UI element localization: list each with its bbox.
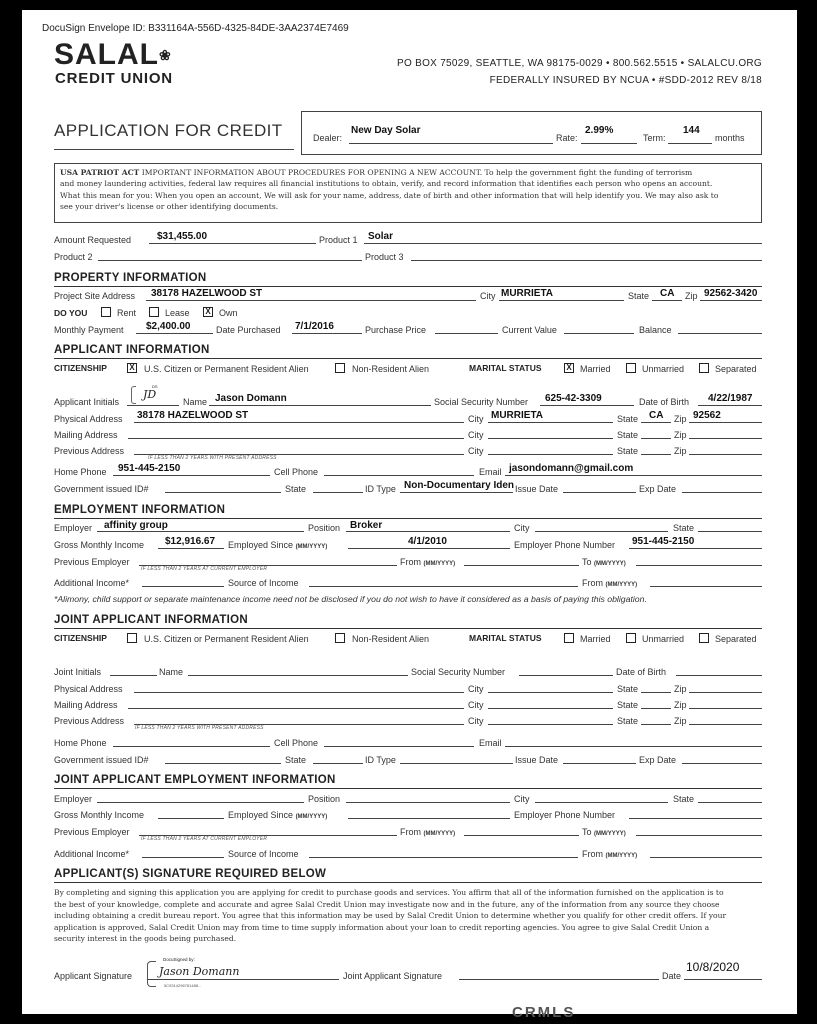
prev-zip-label: Zip — [674, 446, 687, 456]
joint-cell-label: Cell Phone — [274, 738, 319, 748]
salal-logo: SALAL❀ — [54, 38, 172, 71]
joint-govid-label: Government issued ID# — [54, 755, 149, 765]
joint-us-citizen-label: U.S. Citizen or Permanent Resident Alien — [144, 634, 309, 644]
joint-emp-phone-field[interactable] — [629, 818, 762, 819]
position-field[interactable]: Broker — [350, 520, 383, 531]
initials-label: Applicant Initials — [54, 397, 120, 407]
signature-heading: APPLICANT(S) SIGNATURE REQUIRED BELOW — [54, 868, 327, 880]
joint-dob-label: Date of Birth — [616, 667, 667, 677]
joint-zip-field[interactable] — [689, 692, 762, 693]
employer-phone-field[interactable]: 951-445-2150 — [632, 536, 695, 547]
joint-name-label: Name — [159, 667, 184, 677]
do-you-label: DO YOU — [54, 308, 88, 318]
joint-citizenship-label: CITIZENSHIP — [54, 633, 107, 643]
joint-addl-income-field[interactable] — [142, 857, 224, 858]
ssn-label: Social Security Number — [434, 397, 529, 407]
joint-mail-city-label: City — [468, 700, 484, 710]
joint-emp-phone-label: Employer Phone Number — [514, 810, 616, 820]
income-footnote: *Alimony, child support or separate maintenance income need not be disclosed if you do not wish to have it considered as a basis of paying this obligation. — [54, 594, 647, 604]
title-underline — [54, 149, 294, 150]
prev-state-label: State — [617, 446, 639, 456]
employed-since-label: Employed Since (MM/YYYY) — [228, 540, 328, 550]
joint-source-field[interactable] — [309, 857, 578, 858]
joint-prev-from-field[interactable] — [464, 835, 579, 836]
joint-idtype-field[interactable] — [400, 763, 513, 764]
joint-mail-zip-field[interactable] — [689, 708, 762, 709]
mailing-address-field[interactable] — [128, 438, 464, 439]
joint-mail-city-field[interactable] — [488, 708, 613, 709]
joint-emp-state-field[interactable] — [698, 802, 762, 803]
employment-heading: EMPLOYMENT INFORMATION — [54, 504, 226, 516]
signature-id: 5C9314296781488... — [164, 983, 202, 988]
joint-state-field[interactable] — [641, 692, 671, 693]
date-purchased-field[interactable]: 7/1/2016 — [295, 321, 334, 332]
joint-addl-from-label: From (MM/YYYY) — [582, 849, 638, 859]
current-value-label: Current Value — [502, 325, 557, 335]
product2-label: Product 2 — [54, 252, 93, 262]
joint-unmarried-checkbox[interactable] — [626, 633, 636, 643]
joint-email-field[interactable] — [505, 746, 762, 747]
rent-checkbox[interactable] — [101, 307, 111, 317]
joint-prev-from-label: From (MM/YYYY) — [400, 827, 456, 837]
joint-non-resident-checkbox[interactable] — [335, 633, 345, 643]
mail-city-field[interactable] — [488, 438, 613, 439]
joint-income-label: Gross Monthly Income — [54, 810, 145, 820]
dealer-label: Dealer: — [313, 133, 343, 143]
addl-from-label: From (MM/YYYY) — [582, 578, 638, 588]
joint-emp-state-label: State — [673, 794, 695, 804]
joint-initials-field[interactable] — [110, 675, 157, 676]
prop-zip-field[interactable]: 92562-3420 — [704, 288, 758, 299]
joint-separated-label: Separated — [715, 634, 757, 644]
app-zip-label: Zip — [674, 414, 687, 424]
mailing-address-label: Mailing Address — [54, 430, 118, 440]
joint-emp-city-label: City — [514, 794, 530, 804]
balance-field[interactable] — [678, 333, 762, 334]
issue-date-label: Issue Date — [515, 484, 559, 494]
marital-status-label: MARITAL STATUS — [469, 363, 542, 373]
physical-address-field[interactable]: 38178 HAZELWOOD ST — [137, 410, 249, 421]
app-city-field[interactable]: MURRIETA — [491, 410, 544, 421]
own-label: Own — [219, 308, 238, 318]
gov-id-label: Government issued ID# — [54, 484, 149, 494]
amount-field[interactable]: $31,455.00 — [157, 231, 208, 242]
joint-mail-state-label: State — [617, 700, 639, 710]
joint-state-label: State — [617, 684, 639, 694]
joint-us-citizen-checkbox[interactable] — [127, 633, 137, 643]
joint-mailing-label: Mailing Address — [54, 700, 118, 710]
product1-label: Product 1 — [319, 235, 358, 245]
separated-label: Separated — [715, 364, 757, 374]
joint-position-label: Position — [308, 794, 341, 804]
emp-city-label: City — [514, 523, 530, 533]
joint-married-label: Married — [580, 634, 611, 644]
purchase-price-field[interactable] — [435, 333, 498, 334]
prop-city-field[interactable]: MURRIETA — [501, 288, 554, 299]
id-state-field[interactable] — [313, 492, 363, 493]
term-field[interactable]: 144 — [683, 125, 700, 136]
joint-previous-label: Previous Address — [54, 716, 125, 726]
joint-zip-label: Zip — [674, 684, 687, 694]
addl-from-field[interactable] — [650, 586, 762, 587]
mail-state-label: State — [617, 430, 639, 440]
emp-city-field[interactable] — [535, 531, 668, 532]
joint-issue-field[interactable] — [563, 763, 636, 764]
app-state-field[interactable]: CA — [649, 410, 664, 421]
prev-city-field[interactable] — [488, 454, 613, 455]
joint-cell-field[interactable] — [324, 746, 474, 747]
applicant-signature[interactable] — [147, 955, 242, 991]
joint-addl-income-label: Additional Income* — [54, 849, 130, 859]
joint-name-field[interactable] — [188, 675, 408, 676]
name-field[interactable]: Jason Domann — [215, 393, 287, 404]
app-city-label: City — [468, 414, 484, 424]
dealer-field[interactable]: New Day Solar — [351, 125, 421, 136]
product1-field[interactable]: Solar — [368, 231, 394, 242]
joint-govid-field[interactable] — [165, 763, 281, 764]
applicant-signature-label: Applicant Signature — [54, 971, 133, 981]
joint-idtype-label: ID Type — [365, 755, 396, 765]
issue-date-field[interactable] — [563, 492, 636, 493]
initials-stamp[interactable]: DS JD — [131, 384, 157, 406]
unmarried-checkbox[interactable] — [626, 363, 636, 373]
joint-marital-label: MARITAL STATUS — [469, 633, 542, 643]
joint-dob-field[interactable] — [676, 675, 762, 676]
joint-signature-label: Joint Applicant Signature — [343, 971, 443, 981]
app-state-label: State — [617, 414, 639, 424]
employer-label: Employer — [54, 523, 93, 533]
joint-income-field[interactable] — [158, 818, 224, 819]
dealer-box — [301, 111, 762, 155]
signature-disclosure: By completing and signing this application you are applying for credit to purchase goods and services. You affirm that all of the information furnished on the application is to the best of your knowledge, complete and accurate and agree Salal Credit Union may investigate now and in the future, any of the information from any source they choose including obtaining a credit bureau report. You agree that this information may be used by Salal Credit Union to determine whether you qualify for other credit offers. If your application is approved, Salal Credit Union may from time to time supply information about your loan to credit reporting agencies. You agree to give Salal Credit Union a security interest in the goods being purchased. — [54, 888, 727, 943]
prev-to-label: To (MM/YYYY) — [582, 557, 626, 567]
cell-phone-label: Cell Phone — [274, 467, 319, 477]
joint-non-resident-label: Non-Resident Alien — [352, 634, 430, 644]
mail-zip-field[interactable] — [689, 438, 762, 439]
contact-line-1: PO BOX 75029, SEATTLE, WA 98175-0029 • 800.562.5515 • SALALCU.ORG — [396, 58, 762, 69]
married-label: Married — [580, 364, 611, 374]
current-value-field[interactable] — [564, 333, 634, 334]
joint-prev-to-field[interactable] — [636, 835, 762, 836]
joint-heading: JOINT APPLICANT INFORMATION — [54, 614, 249, 626]
property-heading: PROPERTY INFORMATION — [54, 272, 207, 284]
prev-state-field[interactable] — [641, 454, 671, 455]
sig-date-label: Date — [662, 971, 682, 981]
joint-employer-label: Employer — [54, 794, 93, 804]
cell-phone-field[interactable] — [324, 475, 474, 476]
prev-from-field[interactable] — [464, 565, 579, 566]
envelope-id: DocuSign Envelope ID: B331164A-556D-4325-84DE-3AA2374E7469 — [42, 23, 349, 34]
joint-prev-zip-label: Zip — [674, 716, 687, 726]
gross-income-field[interactable]: $12,916.67 — [165, 536, 216, 547]
joint-previous-note: IF LESS THAN 2 YEARS WITH PRESENT ADDRESS — [135, 725, 264, 731]
home-phone-label: Home Phone — [54, 467, 107, 477]
non-resident-checkbox[interactable] — [335, 363, 345, 373]
emp-state-label: State — [673, 523, 695, 533]
months-label: months — [715, 133, 745, 143]
joint-ssn-label: Social Security Number — [411, 667, 506, 677]
joint-mail-state-field[interactable] — [641, 708, 671, 709]
prev-city-label: City — [468, 446, 484, 456]
married-checkbox[interactable]: X — [564, 363, 574, 373]
emp-state-field[interactable] — [698, 531, 762, 532]
joint-prev-to-label: To (MM/YYYY) — [582, 827, 626, 837]
joint-prev-state-label: State — [617, 716, 639, 726]
joint-signature-field[interactable] — [459, 979, 659, 980]
joint-issue-label: Issue Date — [515, 755, 559, 765]
non-resident-label: Non-Resident Alien — [352, 364, 430, 374]
prev-to-field[interactable] — [636, 565, 762, 566]
joint-prev-city-label: City — [468, 716, 484, 726]
joint-prev-employer-label: Previous Employer — [54, 827, 130, 837]
site-address-field[interactable]: 38178 HAZELWOOD ST — [151, 288, 263, 299]
monthly-payment-label: Monthly Payment — [54, 325, 124, 335]
credit-application-page — [22, 10, 797, 1014]
citizenship-label: CITIZENSHIP — [54, 363, 107, 373]
joint-home-label: Home Phone — [54, 738, 107, 748]
id-state-label: State — [285, 484, 307, 494]
rate-label: Rate: — [556, 133, 578, 143]
gross-income-label: Gross Monthly Income — [54, 540, 145, 550]
mail-zip-label: Zip — [674, 430, 687, 440]
joint-exp-field[interactable] — [682, 763, 762, 764]
applicant-heading: APPLICANT INFORMATION — [54, 344, 210, 356]
exp-date-field[interactable] — [682, 492, 762, 493]
home-phone-field[interactable]: 951-445-2150 — [118, 463, 181, 474]
rent-label: Rent — [117, 308, 137, 318]
us-citizen-checkbox[interactable]: X — [127, 363, 137, 373]
term-label: Term: — [643, 133, 666, 143]
lease-checkbox[interactable] — [149, 307, 159, 317]
joint-mail-zip-label: Zip — [674, 700, 687, 710]
joint-initials-label: Joint Initials — [54, 667, 102, 677]
income-source-label: Source of Income — [228, 578, 299, 588]
employer-phone-label: Employer Phone Number — [514, 540, 616, 550]
previous-employer-note: IF LESS THAN 2 YEARS AT CURRENT EMPLOYER — [141, 566, 268, 572]
prev-from-label: From (MM/YYYY) — [400, 557, 456, 567]
joint-city-field[interactable] — [488, 692, 613, 693]
patriot-act-notice: USA PATRIOT ACT IMPORTANT INFORMATION ABOUT PROCEDURES FOR OPENING A NEW ACCOUNT. To help the government fight the funding of terrorism and money laundering activities, federal law requires all financial institutions to obtain, verify, and record information that identifies each person who opens an account. What this mean for you: When you open an account, We will ask for your name, address, date of birth and other information that will help identify you. We may also ask to see your driver's license or other identifying documents. — [54, 163, 762, 223]
mail-state-field[interactable] — [641, 438, 671, 439]
watermark: CRMLS — [512, 1004, 576, 1021]
logo-subtitle: CREDIT UNION — [55, 70, 173, 87]
sig-date-field[interactable]: 10/8/2020 — [686, 960, 740, 974]
unmarried-label: Unmarried — [642, 364, 685, 374]
date-purchased-label: Date Purchased — [216, 325, 281, 335]
monthly-payment-field[interactable]: $2,400.00 — [146, 321, 191, 332]
form-title: APPLICATION FOR CREDIT — [54, 121, 283, 140]
joint-exp-label: Exp Date — [639, 755, 677, 765]
prop-state-label: State — [628, 291, 650, 301]
email-label: Email — [479, 467, 502, 477]
joint-unmarried-label: Unmarried — [642, 634, 685, 644]
own-checkbox[interactable]: X — [203, 307, 213, 317]
previous-address-note: IF LESS THAN 2 YEARS WITH PRESENT ADDRESS — [148, 455, 277, 461]
joint-physical-label: Physical Address — [54, 684, 123, 694]
joint-since-label: Employed Since (MM/YYYY) — [228, 810, 328, 820]
joint-prev-state-field[interactable] — [641, 724, 671, 725]
leaf-icon: ❀ — [159, 47, 172, 63]
us-citizen-label: U.S. Citizen or Permanent Resident Alien — [144, 364, 309, 374]
lease-label: Lease — [165, 308, 190, 318]
additional-income-label: Additional Income* — [54, 578, 130, 588]
joint-home-field[interactable] — [113, 746, 270, 747]
balance-label: Balance — [639, 325, 672, 335]
product3-label: Product 3 — [365, 252, 404, 262]
previous-employer-label: Previous Employer — [54, 557, 130, 567]
amount-label: Amount Requested — [54, 235, 132, 245]
joint-id-state-field[interactable] — [313, 763, 363, 764]
joint-prev-employer-note: IF LESS THAN 2 YEARS AT CURRENT EMPLOYER — [141, 836, 268, 842]
joint-id-state-label: State — [285, 755, 307, 765]
mail-city-label: City — [468, 430, 484, 440]
employer-field[interactable]: affinity group — [104, 520, 168, 531]
previous-address-label: Previous Address — [54, 446, 125, 456]
site-address-label: Project Site Address — [54, 291, 136, 301]
email-field[interactable]: jasondomann@gmail.com — [509, 463, 634, 474]
product2-field[interactable] — [98, 260, 362, 261]
income-source-field[interactable] — [309, 586, 578, 587]
product3-field[interactable] — [411, 260, 762, 261]
dob-field[interactable]: 4/22/1987 — [708, 393, 753, 404]
additional-income-field[interactable] — [142, 586, 224, 587]
dob-label: Date of Birth — [639, 397, 690, 407]
exp-date-label: Exp Date — [639, 484, 677, 494]
joint-separated-checkbox[interactable] — [699, 633, 709, 643]
joint-physical-field[interactable] — [134, 692, 464, 693]
id-type-label: ID Type — [365, 484, 396, 494]
joint-prev-city-field[interactable] — [488, 724, 613, 725]
gov-id-field[interactable] — [165, 492, 281, 493]
prop-zip-label: Zip — [685, 291, 698, 301]
prop-state-field[interactable]: CA — [660, 288, 675, 299]
joint-mailing-field[interactable] — [128, 708, 464, 709]
rate-field[interactable]: 2.99% — [585, 125, 614, 136]
id-type-field[interactable]: Non-Documentary Iden — [404, 480, 515, 491]
joint-employment-heading: JOINT APPLICANT EMPLOYMENT INFORMATION — [54, 774, 336, 786]
joint-ssn-field[interactable] — [519, 675, 613, 676]
joint-email-label: Email — [479, 738, 502, 748]
joint-position-field[interactable] — [346, 802, 510, 803]
docusigned-by: DocuSigned by: — [163, 957, 195, 962]
joint-prev-zip-field[interactable] — [689, 724, 762, 725]
app-zip-field[interactable]: 92562 — [693, 410, 721, 421]
joint-since-field[interactable] — [348, 818, 510, 819]
joint-emp-city-field[interactable] — [535, 802, 668, 803]
purchase-price-label: Purchase Price — [365, 325, 427, 335]
joint-city-label: City — [468, 684, 484, 694]
position-label: Position — [308, 523, 341, 533]
contact-line-2: FEDERALLY INSURED BY NCUA • #SDD-2012 REV 8/18 — [489, 75, 762, 86]
separated-checkbox[interactable] — [699, 363, 709, 373]
name-label: Name — [183, 397, 208, 407]
joint-employer-field[interactable] — [97, 802, 304, 803]
physical-address-label: Physical Address — [54, 414, 123, 424]
joint-source-label: Source of Income — [228, 849, 299, 859]
prev-zip-field[interactable] — [689, 454, 762, 455]
prop-city-label: City — [480, 291, 496, 301]
joint-married-checkbox[interactable] — [564, 633, 574, 643]
signature-script: Jason Domann — [159, 965, 240, 978]
joint-addl-from-field[interactable] — [650, 857, 762, 858]
employed-since-field[interactable]: 4/1/2010 — [408, 536, 447, 547]
ssn-field[interactable]: 625-42-3309 — [545, 393, 602, 404]
